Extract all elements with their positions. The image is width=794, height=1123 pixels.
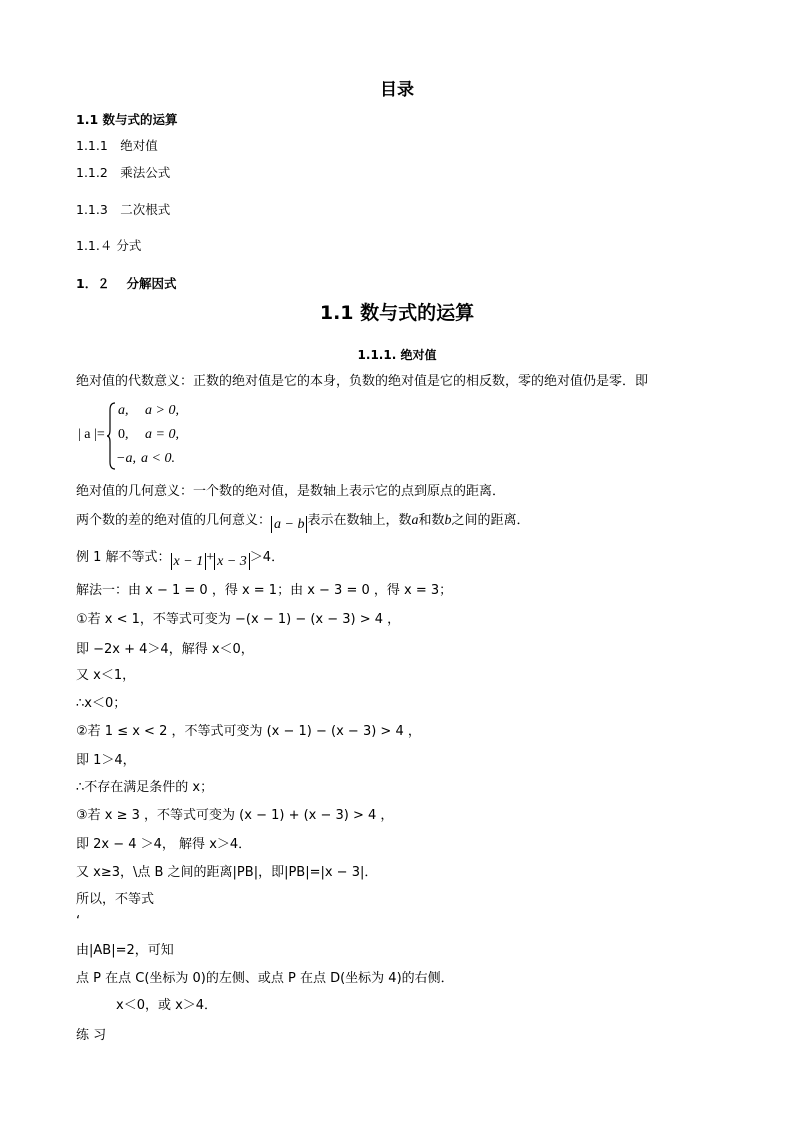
toc-item[interactable]: 1.1.1 绝对值	[76, 138, 158, 153]
solution-line: 解法一：由 x − 1 = 0 ，得 x = 1；由 x − 3 = 0 ，得 x = 3；	[76, 583, 453, 598]
solution-line: x＜0，或 x＞4．	[116, 998, 218, 1013]
solution-line: ③若 x ≥ 3 ，不等式可变为 (x − 1) + (x − 3) > 4 ，	[76, 808, 394, 823]
toc-item[interactable]: 1.1 数与式的运算	[76, 112, 178, 127]
toc-item[interactable]: 1.1.3 二次根式	[76, 202, 171, 217]
example-prefix: 例 1 解不等式：	[76, 550, 171, 565]
example-1	[76, 550, 284, 570]
solution-line: 由|AB|=2，可知	[76, 943, 174, 958]
geometric-definition: 绝对值的几何意义：一个数的绝对值，是数轴上表示它的点到原点的距离．	[76, 484, 506, 499]
solution-line: ①若 x < 1，不等式可变为 −(x − 1) − (x − 3) > 4 ，	[76, 612, 401, 627]
solution-line: 即 2x − 4 ＞4， 解得 x＞4．	[76, 837, 252, 852]
abs-x-minus-1: x − 1	[171, 553, 207, 570]
solution-line: 点 P 在点 C(坐标为 0)的左侧、或点 P 在点 D(坐标为 4)的右侧．	[76, 971, 454, 986]
algebraic-definition: 绝对值的代数意义：正数的绝对值是它的本身，负数的绝对值是它的相反数，零的绝对值仍是零．即	[76, 374, 649, 389]
solution-line: ∴x＜0；	[76, 696, 127, 711]
toc-item[interactable]: 1.1.2 乘法公式	[76, 165, 171, 180]
solution-line: ∴不存在满足条件的 x；	[76, 780, 214, 795]
piecewise-case-3-cond: a < 0.	[141, 451, 175, 466]
solution-line: 即 1＞4，	[76, 753, 136, 768]
abs-a-minus-b: a − b	[271, 516, 307, 533]
example-suffix: ＞4．	[249, 550, 285, 565]
piecewise-lhs: | a |=	[78, 427, 105, 442]
solution-line: ②若 1 ≤ x < 2 ，不等式可变为 (x − 1) − (x − 3) > 4 ，	[76, 724, 421, 739]
toc-title: 目录	[380, 80, 414, 100]
abs-x-minus-3: x − 3	[214, 553, 250, 570]
exercise-heading: 练 习	[76, 1028, 107, 1043]
toc-item[interactable]: 1．２ 分解因式	[76, 276, 177, 291]
diff-prefix: 两个数的差的绝对值的几何意义：	[76, 513, 272, 528]
solution-line: 所以，不等式	[76, 892, 155, 907]
left-brace-icon	[106, 402, 116, 470]
diff-mid: 表示在数轴上，数	[307, 513, 412, 528]
plus-sign: +	[206, 550, 215, 565]
subsection-heading: 1.1.1. 绝对值	[357, 348, 437, 362]
solution-line: 又 x≥3，\点 B 之间的距离|PB|，即|PB|=|x − 3|．	[76, 865, 378, 880]
piecewise-case-2-expr: 0,	[118, 427, 129, 442]
piecewise-case-1-cond: a > 0,	[145, 403, 179, 418]
solution-line: 又 x＜1，	[76, 668, 136, 683]
var-a: a	[411, 513, 419, 528]
piecewise-case-1-expr: a,	[118, 403, 129, 418]
piecewise-case-3-expr: −a,	[116, 451, 136, 466]
diff-and: 和数	[418, 513, 445, 528]
diff-suffix: 之间的距离．	[451, 513, 530, 528]
difference-definition	[76, 513, 530, 533]
solution-line: ‘	[76, 914, 81, 929]
section-heading: 1.1 数与式的运算	[319, 302, 475, 324]
var-b: b	[444, 513, 452, 528]
toc-item[interactable]: 1.1.４ 分式	[76, 238, 142, 253]
solution-line: 即 −2x + 4＞4，解得 x＜0，	[76, 642, 254, 657]
piecewise-case-2-cond: a = 0,	[145, 427, 179, 442]
